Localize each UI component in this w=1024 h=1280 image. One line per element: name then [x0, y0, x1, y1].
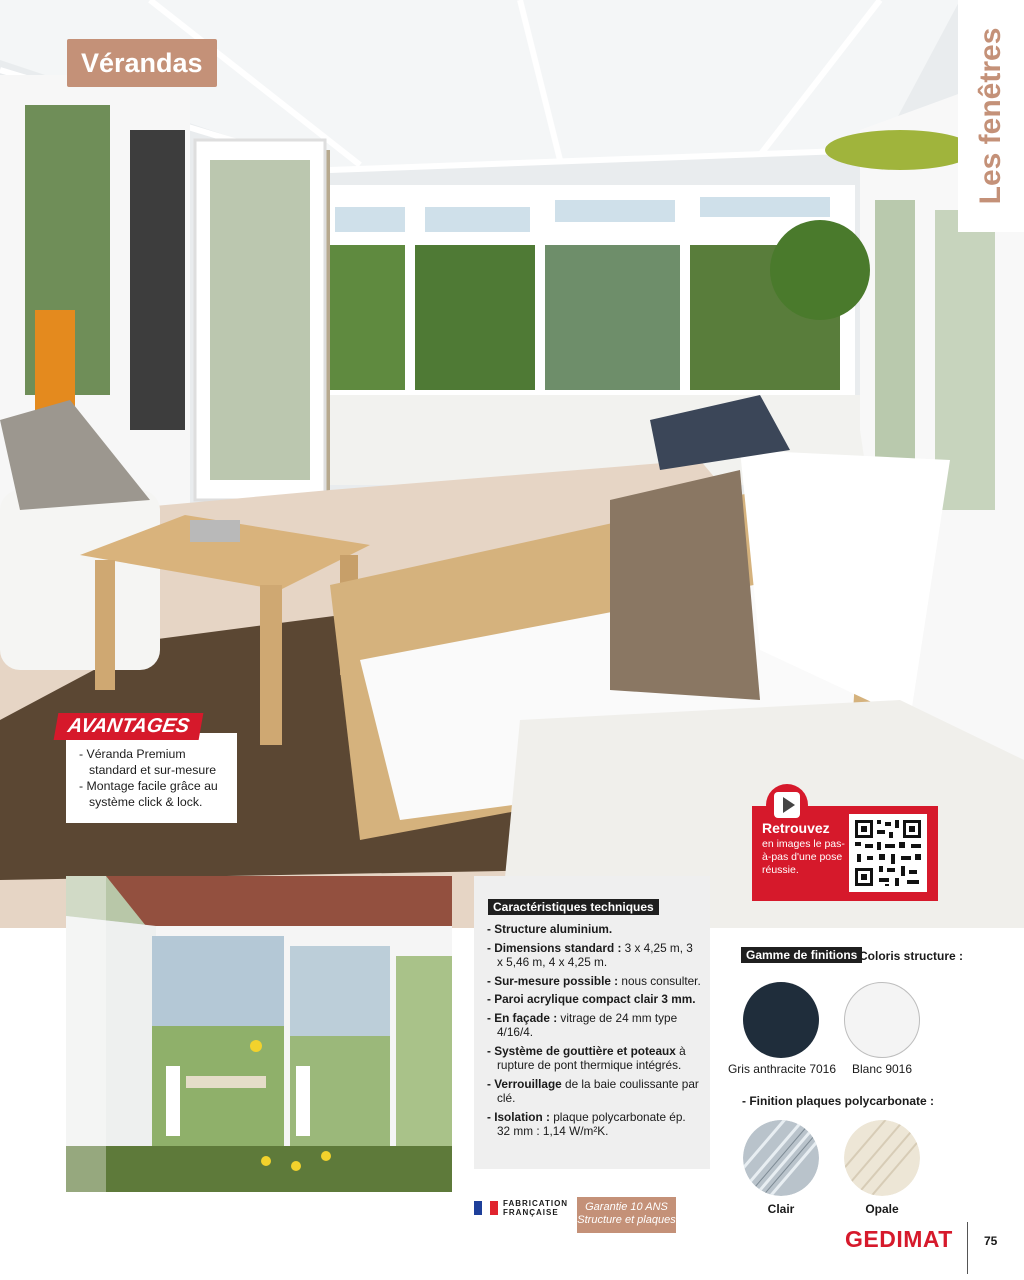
page-number: 75	[984, 1234, 998, 1248]
list-item	[487, 941, 701, 970]
list-item	[487, 1110, 701, 1139]
item-label: - Système de gouttière et poteaux	[487, 1043, 676, 1058]
item-label: - Sur-mesure possible :	[487, 973, 619, 988]
list-item	[487, 1044, 701, 1073]
swatch-label-opale: Opale	[865, 1202, 899, 1216]
swatch-label-gris: Gris anthracite 7016	[727, 1062, 837, 1076]
swatch-label-clair: Clair	[767, 1202, 795, 1216]
swatch-opale	[844, 1120, 920, 1196]
swatch-label-blanc: Blanc 9016	[851, 1062, 913, 1076]
garantie-line: Garantie 10 ANS	[585, 1201, 668, 1213]
fabrication-line: FRANÇAISE	[503, 1208, 559, 1217]
item-label: - Verrouillage	[487, 1076, 562, 1091]
list-item: - Montage facile grâce au système click & lock.	[79, 779, 218, 809]
list-item	[487, 974, 701, 989]
list-item	[487, 1077, 701, 1106]
technical-title: Caractéristiques techniques	[488, 899, 659, 915]
item-label: - Paroi acrylique compact clair 3 mm.	[487, 992, 696, 1006]
list-item: - Véranda Premium standard et sur-mesure	[79, 747, 217, 777]
side-tab	[958, 0, 1024, 232]
divider	[967, 1222, 968, 1274]
section-title: Vérandas	[67, 39, 217, 87]
swatch-clair	[743, 1120, 819, 1196]
swatch-gris-anthracite	[743, 982, 819, 1058]
gedimat-logo: GEDIMAT	[845, 1226, 953, 1252]
play-icon	[783, 797, 795, 813]
plaques-label: - Finition plaques polycarbonate :	[742, 1094, 935, 1108]
avantages-title: AVANTAGES	[54, 713, 204, 740]
fabrication-line: FABRICATION	[503, 1199, 569, 1208]
item-label: - Structure aluminium.	[487, 922, 613, 936]
coloris-label: Coloris structure :	[859, 949, 964, 963]
retrouvez-text: en images le pas-à-pas d'une pose réussie.	[762, 838, 845, 876]
swatch-blanc	[844, 982, 920, 1058]
garantie-badge	[577, 1197, 676, 1233]
item-text: nous consulter.	[618, 973, 701, 988]
list-item	[487, 1011, 701, 1040]
item-text: vitrage de 24 mm type 4/16/4.	[497, 1010, 678, 1039]
item-label: - En façade :	[487, 1010, 558, 1025]
item-text: de la baie coulissante par clé.	[497, 1076, 699, 1105]
retrouvez-title: Retrouvez	[762, 820, 830, 836]
veranda-exterior-photo	[66, 876, 452, 1192]
fabrication-francaise	[503, 1199, 568, 1217]
french-flag-icon	[474, 1201, 498, 1215]
technical-list	[487, 922, 701, 1143]
garantie-line: Structure et plaques	[577, 1214, 676, 1226]
item-text: 3 x 4,25 m, 3 x 5,46 m, 4 x 4,25 m.	[497, 940, 693, 969]
side-tab-label: Les fenêtres	[974, 27, 1007, 205]
item-text: plaque polycarbonate ép. 32 mm : 1,14 W/m²K.	[497, 1109, 686, 1138]
qr-code-icon[interactable]	[849, 814, 927, 892]
item-label: - Isolation :	[487, 1109, 550, 1124]
list-item	[487, 992, 701, 1007]
avantages-list	[79, 746, 235, 810]
list-item	[487, 922, 701, 937]
finitions-title: Gamme de finitions	[741, 947, 862, 963]
item-label: - Dimensions standard :	[487, 940, 622, 955]
item-text: à rupture de pont thermique intégrés.	[497, 1043, 686, 1072]
